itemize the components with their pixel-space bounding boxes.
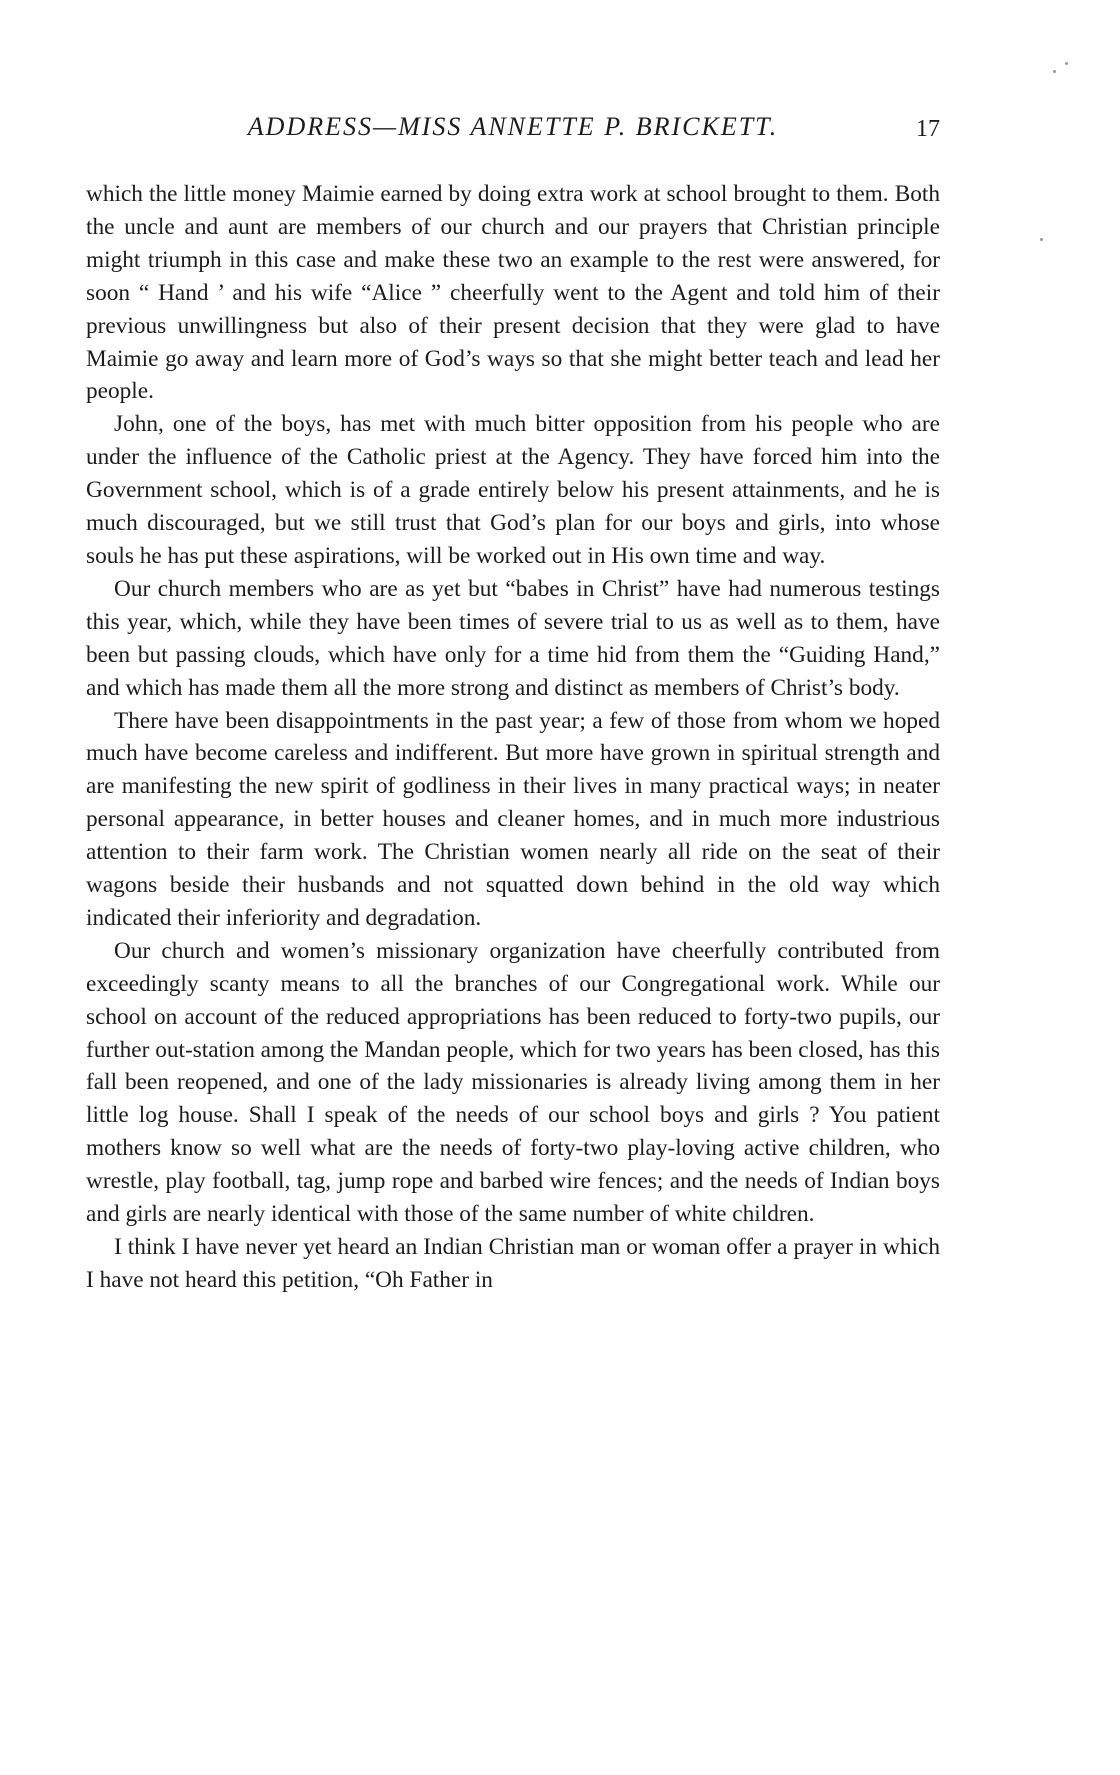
paragraph-church-members: Our church members who are as yet but “babes in Christ” have had numerous testings this year, which, while they have been times of severe trial to us as well as to them, have been but passing clouds, which have only for a time hid from them the “Guiding Hand,” and which has made them all the more strong and distinct as members of Christ’s body. [86,575,940,701]
margin-speck [1065,62,1068,65]
page-number: 17 [916,116,940,142]
running-title: ADDRESS—MISS ANNETTE P. BRICKETT. [247,112,779,141]
paragraph-disappointments: There have been disappointments in the past year; a few of those from whom we hoped much have become careless and indifferent. But more have grown in spiritual strength and are manifesting the new spirit of godliness in their lives in many practical ways; in neater personal appearance, in better houses and cleaner homes, and in much more industrious attention to their farm work. The Christian women nearly all ride on the seat of their wagons beside their husbands and not squatted down behind in the old way which indicated their inferiority and degradation. [86,707,940,931]
paragraph-continuation: which the little money Maimie earned by doing extra work at school brought to them. Both the uncle and aunt are members of our church and our prayers that Christian principle might triumph in this case and make these two an example to the rest were answered, for soon “ Hand ’ and his wife “Alice ” cheerfully went to the Agent and told him of their previous unwillingness but also of their present decision that they were glad to have Maimie go away and learn more of God’s ways so that she might better teach and lead her people. [86,181,940,405]
body-text [86,178,940,1297]
paragraph-john: John, one of the boys, has met with much bitter opposition from his people who are under the influence of the Catholic priest at the Agency. They have forced him into the Government school, which is of a grade entirely below his present attainments, and he is much discouraged, but we still trust that God’s plan for our boys and girls, into whose souls he has put these aspirations, will be worked out in His own time and way. [86,411,940,569]
running-head [86,112,940,152]
paragraph-missionary-organization: Our church and women’s missionary organization have cheerfully contributed from exceedingly scanty means to all the branches of our Congregational work. While our school on account of the reduced appropriations has been reduced to forty-two pupils, our further out-station among the Mandan people, which for two years has been closed, has this fall been reopened, and one of the lady missionaries is already living among them in her little log house. Shall I speak of the needs of our school boys and girls ? You patient mothers know so well what are the needs of forty-two play-loving active children, who wrestle, play football, tag, jump rope and barbed wire fences; and the needs of Indian boys and girls are nearly identical with those of the same number of white children. [86,937,940,1228]
margin-speck [1040,238,1043,241]
margin-speck [1053,70,1056,73]
paragraph-prayer: I think I have never yet heard an Indian Christian man or woman offer a prayer in which I have not heard this petition, “Oh Father in [86,1234,940,1293]
